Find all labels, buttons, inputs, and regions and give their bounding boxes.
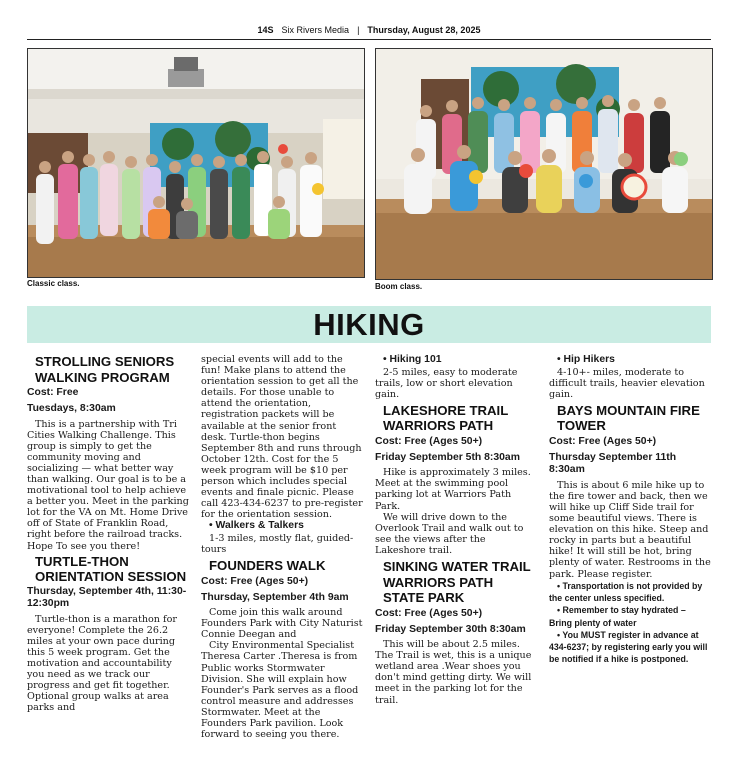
turtle-thon-title: TURTLE-THON ORIENTATION SESSION <box>35 553 187 585</box>
bays-mountain-title: BAYS MOUNTAIN FIRE TOWER <box>557 402 700 434</box>
hiking-101-title: • Hiking 101 <box>383 354 442 365</box>
section-banner <box>27 306 711 343</box>
turtle-thon-body: Turtle-thon is a marathon for everyone! Complete the 26.2 miles at your own pace during this 5 week program. Get the motivation and accountability you need as we track our progress and get fit together. Optional group walks at area parks and <box>27 613 177 714</box>
strolling-seniors-title: STROLLING SENIORS WALKING PROGRAM <box>35 354 175 385</box>
strolling-seniors-body: This is a partnership with Tri Cities Walking Challenge. This group is simply to get the community moving and socializing — what better way than walking. Our goal is to be a motivational tool to help achieve a better you. Meet in the parking lot for the VA on Mt. Home Drive off of State of Franklin Road, right before the railroad tracks. Hope To see you there! <box>27 418 189 552</box>
lakeshore-trail-when: Friday September 5th 8:30am <box>375 451 520 463</box>
sinking-water-body: This will be about 2.5 miles. The Trail is wet, this is a unique wetland area .Wear shoes you don't mind getting dirty. We will meet in the parking lot for the trail. <box>375 639 532 706</box>
classic-class-photo <box>27 48 365 278</box>
page-number: 14S <box>257 25 274 35</box>
bays-mountain-note-hydrate: • Remember to stay hydrated – Bring plenty of water <box>549 605 686 628</box>
hiking-101-body: 2-5 miles, easy to moderate trails, low or short elevation gain. <box>375 366 518 400</box>
bays-mountain-cost: Cost: Free (Ages 50+) <box>549 435 657 447</box>
walkers-talkers-title: • Walkers & Talkers <box>209 520 304 532</box>
founders-walk-title: FOUNDERS WALK <box>209 558 326 574</box>
walkers-talkers-body: 1-3 miles, mostly flat, guided-tours <box>201 532 354 555</box>
lakeshore-trail-body-2: We will drive down to the Overlook Trail and walk out to see the views after the Lakeshore trail. <box>375 511 524 556</box>
column-4 <box>549 354 711 666</box>
bays-mountain-note-register: • You MUST register in advance at 434-6237; by registering early you will be notified if a hike is postponed. <box>549 629 708 665</box>
bays-mountain-body: This is about 6 mile hike up to the fire tower and back, then we will hike up Cliff Side trail for some beautiful views. There is elevation on this hike. Steep and rocky in parts but a beautiful hike! It will still be hot, bring plenty of water. Restrooms in the park. Please register. <box>549 479 711 580</box>
column-3 <box>375 354 537 706</box>
classic-class-caption: Classic class. <box>27 279 80 288</box>
boom-class-photo <box>375 48 713 280</box>
founders-walk-body-2: City Environmental Specialist Theresa Carter .Theresa is from Public works Stormwater Division. She will explain how Founder's Park serves as a flood control measure and addresses Stormwater. Meet at the Founders Park pavilion. Look forward to seeing you there. <box>201 640 359 741</box>
sinking-water-when: Friday September 30th 8:30am <box>375 623 526 635</box>
header-separator: | <box>357 25 360 35</box>
publication-name: Six Rivers Media <box>281 25 350 35</box>
strolling-seniors-cost: Cost: Free <box>27 387 79 398</box>
turtle-thon-when: Thursday, September 4th, 11:30-12:30pm <box>27 585 187 610</box>
hip-hikers-title: • Hip Hikers <box>557 354 615 365</box>
header-rule <box>27 39 711 40</box>
boom-class-caption: Boom class. <box>375 282 423 291</box>
lakeshore-trail-title: LAKESHORE TRAIL WARRIORS PATH <box>383 402 509 434</box>
founders-walk-cost: Cost: Free (Ages 50+) <box>201 575 309 587</box>
lakeshore-trail-cost: Cost: Free (Ages 50+) <box>375 435 483 447</box>
sinking-water-cost: Cost: Free (Ages 50+) <box>375 607 483 619</box>
page-header <box>27 22 711 38</box>
column-1 <box>27 354 189 713</box>
turtle-thon-continued: special events will add to the fun! Make plans to attend the orientation session to get all the details. For those unable to attend the orientation, registration packets will be available at the senior front desk. Turtle-thon begins September 8th and runs through October 12th. Cost for the 5 week program will be $10 per person which includes special events and finale picnic. Please call 423-434-6237 to pre-register for the orientation session. <box>201 354 363 521</box>
founders-walk-body-1: Come join this walk around Founders Park with City Naturist Connie Deegan and <box>201 607 363 641</box>
hip-hikers-body: 4-10+- miles, moderate to difficult trails, heavier elevation gain. <box>549 366 705 400</box>
lakeshore-trail-body-1: Hike is approximately 3 miles. Meet at the swimming pool parking lot at Warriors Path Park. <box>375 467 531 512</box>
issue-date: Thursday, August 28, 2025 <box>367 25 481 35</box>
founders-walk-when: Thursday, September 4th 9am <box>201 591 349 603</box>
bays-mountain-note-transport: • Transportation is not provided by the center unless specified. <box>549 580 703 603</box>
column-2 <box>201 354 363 740</box>
bays-mountain-when: Thursday September 11th 8:30am <box>549 451 677 476</box>
strolling-seniors-when: Tuesdays, 8:30am <box>27 403 116 414</box>
sinking-water-title: SINKING WATER TRAIL WARRIORS PATH STATE PARK <box>383 559 531 606</box>
section-title: HIKING <box>313 306 425 342</box>
